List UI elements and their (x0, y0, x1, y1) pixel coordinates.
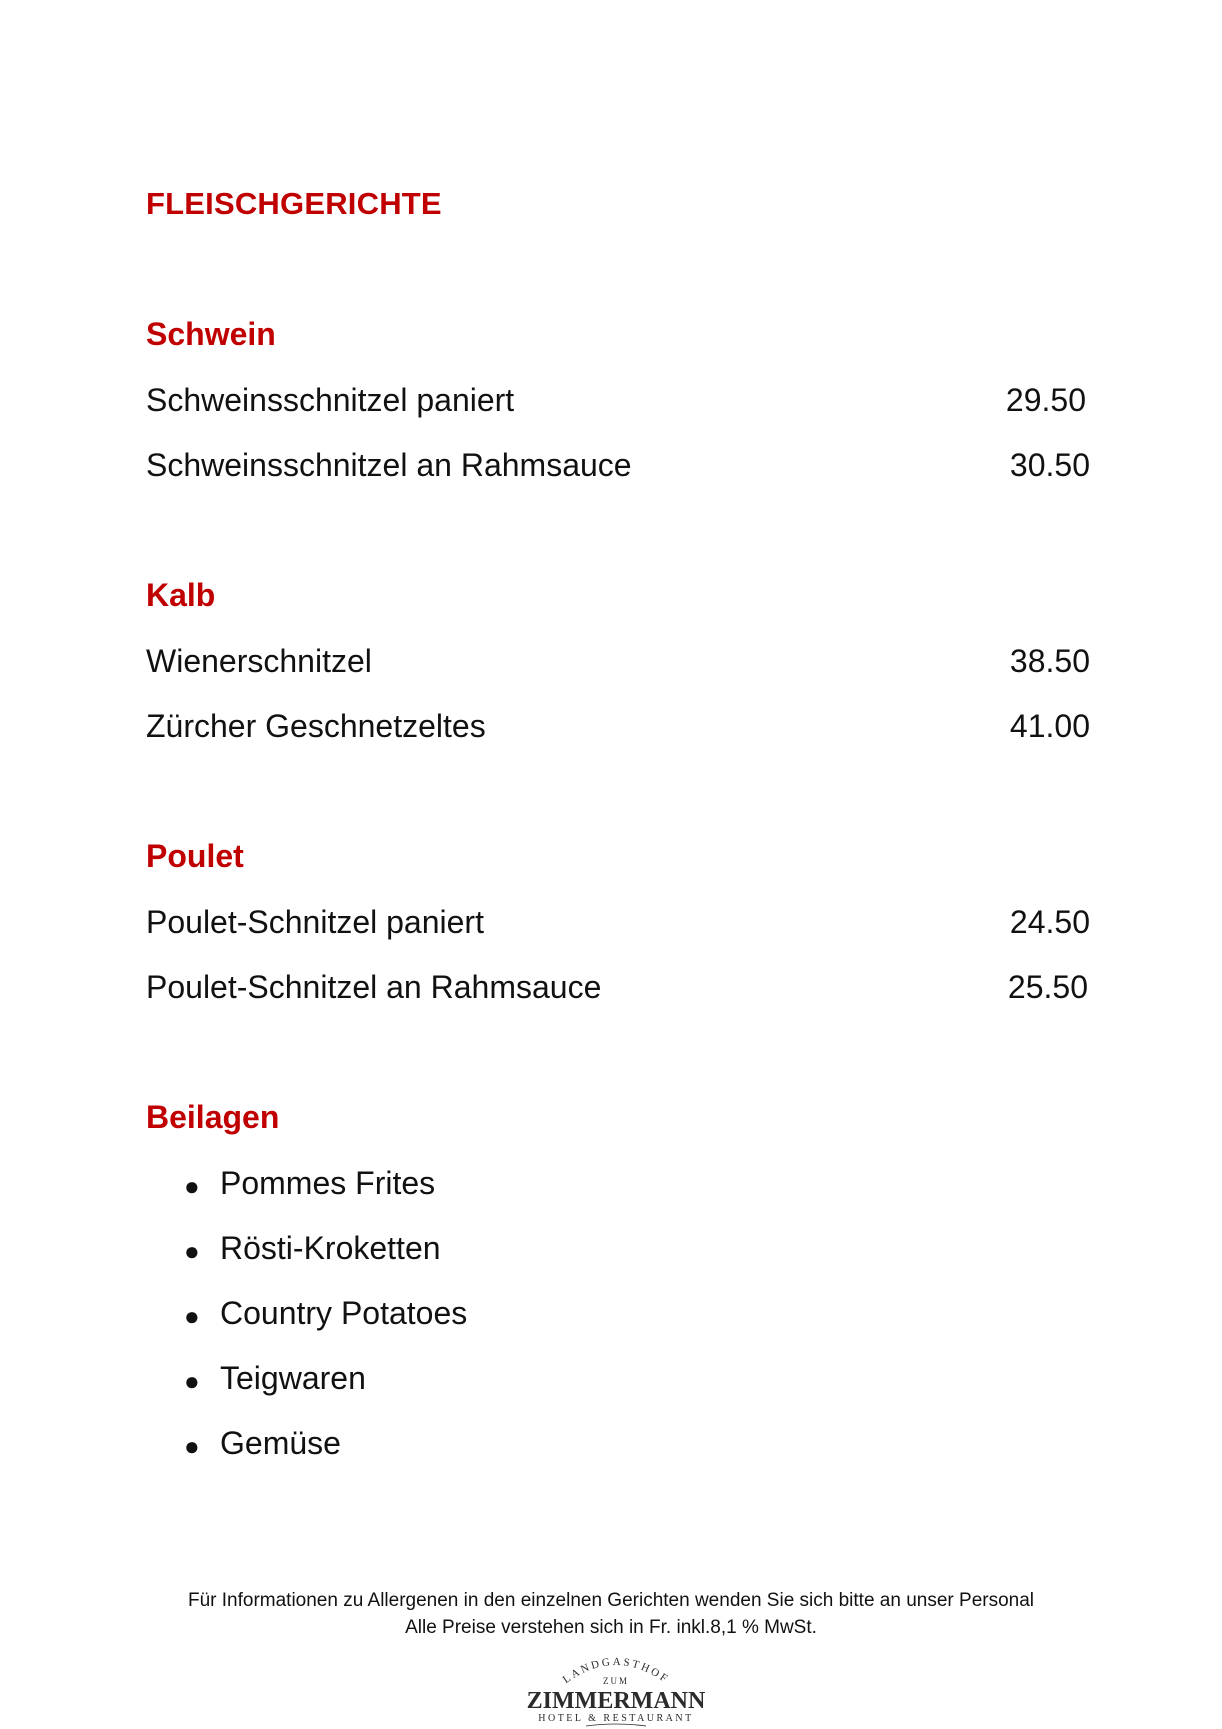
logo-tagline: HOTEL & RESTAURANT (538, 1713, 694, 1724)
menu-row (146, 904, 1090, 948)
dish-price: 25.50 (1007, 969, 1088, 1005)
dish-name: Wienerschnitzel (146, 643, 372, 679)
dish-name: Poulet-Schnitzel paniert (146, 904, 484, 940)
logo-small-text: ZUM (603, 1676, 629, 1686)
dish-name: Zürcher Geschnetzeltes (146, 708, 486, 744)
menu-row (146, 382, 1090, 426)
price-note: Alle Preise verstehen sich in Fr. inkl.8,1 % MwSt. (405, 1617, 817, 1638)
logo-arc-text: LANDGASTHOF (560, 1655, 672, 1686)
bullet-icon: ● (184, 1171, 200, 1201)
bullet-icon: ● (184, 1236, 200, 1266)
bullet-icon: ● (184, 1366, 200, 1396)
dish-name: Poulet-Schnitzel an Rahmsauce (146, 969, 602, 1005)
side-label: Gemüse (220, 1425, 341, 1461)
menu-row (146, 708, 1090, 752)
dish-name: Schweinsschnitzel an Rahmsauce (146, 447, 632, 483)
menu-row (146, 447, 1090, 491)
restaurant-logo (506, 1652, 726, 1728)
section-heading-schwein: Schwein (146, 316, 276, 352)
logo-name: ZIMMERMANN (526, 1688, 706, 1714)
logo-flourish-icon (586, 1724, 646, 1726)
side-label: Teigwaren (220, 1360, 366, 1396)
section-heading-kalb: Kalb (146, 577, 216, 613)
side-label: Rösti-Kroketten (220, 1230, 441, 1266)
menu-row (146, 969, 1090, 1013)
side-label: Country Potatoes (220, 1295, 468, 1331)
bullet-icon: ● (184, 1301, 200, 1331)
dish-price: 41.00 (1009, 708, 1090, 744)
dish-price: 24.50 (1009, 904, 1090, 940)
dish-price: 29.50 (1005, 382, 1086, 418)
menu-row (146, 643, 1090, 687)
dish-name: Schweinsschnitzel paniert (146, 382, 515, 418)
dish-price: 38.50 (1009, 643, 1090, 679)
dish-price: 30.50 (1009, 447, 1090, 483)
section-heading-poulet: Poulet (146, 838, 244, 874)
allergen-note: Für Informationen zu Allergenen in den einzelnen Gerichten wenden Sie sich bitte an unser Personal (187, 1590, 1035, 1611)
section-heading-beilagen: Beilagen (146, 1099, 280, 1135)
bullet-icon: ● (184, 1431, 200, 1461)
side-label: Pommes Frites (220, 1165, 436, 1201)
page-title: FLEISCHGERICHTE (146, 186, 442, 221)
